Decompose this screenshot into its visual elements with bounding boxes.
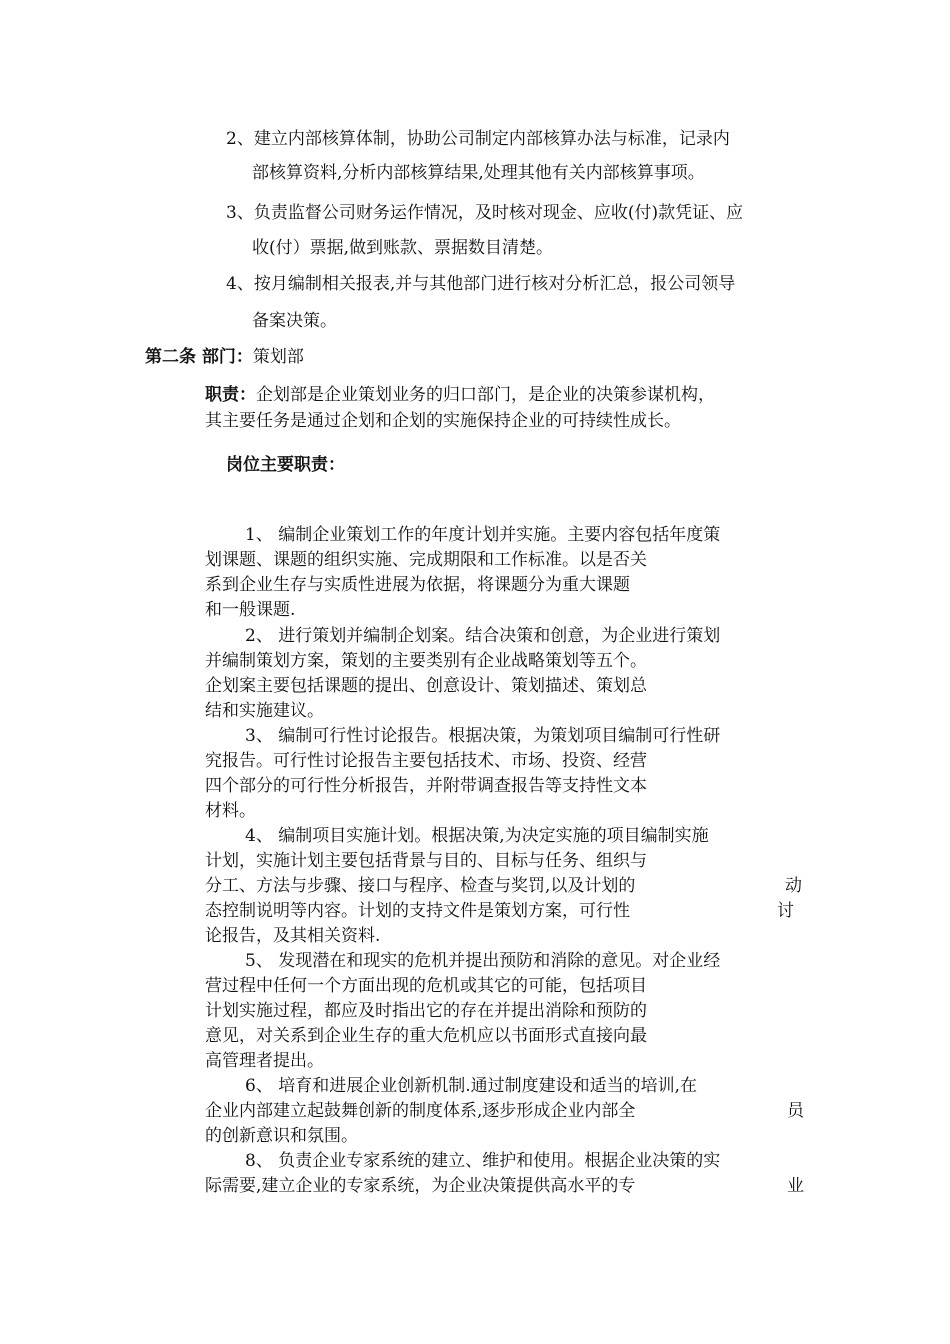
- intro-item-4-line2: 备案决策。: [252, 311, 337, 331]
- body-line: 计划实施过程，都应及时指出它的存在并提出消除和预防的: [205, 1001, 647, 1021]
- duty-label: 职责：: [205, 385, 256, 405]
- body-line: 高管理者提出。: [205, 1051, 324, 1071]
- body-line: 3、 编制可行性讨论报告。根据决策，为策划项目编制可行性研: [245, 726, 721, 746]
- right-fragment: 讨: [777, 901, 794, 921]
- body-line: 和一般课题.: [205, 600, 296, 620]
- body-line: 究报告。可行性讨论报告主要包括技术、市场、投资、经营: [205, 751, 647, 771]
- body-line: 结和实施建议。: [205, 701, 324, 721]
- body-line: 并编制策划方案，策划的主要类别有企业战略策划等五个。: [205, 651, 647, 671]
- body-line: 系到企业生存与实质性进展为依据，将课题分为重大课题: [205, 575, 630, 595]
- duty-line2: 其主要任务是通过企划和企划的实施保持企业的可持续性成长。: [205, 411, 681, 431]
- body-line: 论报告，及其相关资料.: [205, 926, 381, 946]
- body-line: 1、 编制企业策划工作的年度计划并实施。主要内容包括年度策: [245, 525, 721, 545]
- section-dept: 策划部: [252, 347, 304, 367]
- intro-item-4-line1: 4、按月编制相关报表,并与其他部门进行核对分析汇总，报公司领导: [226, 274, 736, 294]
- post-duties-title: 岗位主要职责：: [226, 455, 345, 475]
- duty-text-1: 企划部是企业策划业务的归口部门，是企业的决策参谋机构，: [256, 385, 715, 405]
- intro-item-2-line2: 部核算资料,分析内部核算结果,处理其他有关内部核算事项。: [252, 163, 705, 183]
- body-line: 企划案主要包括课题的提出、创意设计、策划描述、策划总: [205, 676, 647, 696]
- body-line: 四个部分的可行性分析报告，并附带调查报告等支持性文本: [205, 776, 647, 796]
- right-fragment: 业: [787, 1176, 804, 1196]
- body-line: 的创新意识和氛围。: [205, 1126, 358, 1146]
- body-line: 2、 进行策划并编制企划案。结合决策和创意，为企业进行策划: [245, 626, 721, 646]
- body-line: 5、 发现潜在和现实的危机并提出预防和消除的意见。对企业经: [245, 951, 721, 971]
- body-line: 意见，对关系到企业生存的重大危机应以书面形式直接向最: [205, 1026, 647, 1046]
- body-line: 划课题、课题的组织实施、完成期限和工作标准。以是否关: [205, 550, 647, 570]
- body-line: 际需要,建立企业的专家系统，为企业决策提供高水平的专: [205, 1176, 636, 1196]
- body-line: 6、 培育和进展企业创新机制.通过制度建设和适当的培训,在: [245, 1076, 698, 1096]
- right-fragment: 动: [785, 876, 802, 896]
- body-line: 企业内部建立起鼓舞创新的制度体系,逐步形成企业内部全: [205, 1101, 636, 1121]
- duty-line1: [205, 384, 715, 406]
- section-heading-label: 第二条 部门：: [145, 347, 253, 367]
- intro-item-2-line1: 2、建立内部核算体制，协助公司制定内部核算办法与标准，记录内: [226, 129, 730, 149]
- body-line: 态控制说明等内容。计划的支持文件是策划方案，可行性: [205, 901, 630, 921]
- body-line: 营过程中任何一个方面出现的危机或其它的可能，包括项目: [205, 976, 647, 996]
- body-line: 材料。: [205, 801, 256, 821]
- body-line: 计划，实施计划主要包括背景与目的、目标与任务、组织与: [205, 851, 647, 871]
- intro-item-3-line1: 3、负责监督公司财务运作情况，及时核对现金、应收(付)款凭证、应: [226, 203, 744, 223]
- right-fragment: 员: [787, 1101, 804, 1121]
- body-line: 分工、方法与步骤、接口与程序、检查与奖罚,以及计划的: [205, 876, 636, 896]
- body-line: 8、 负责企业专家系统的建立、维护和使用。根据企业决策的实: [245, 1151, 721, 1171]
- section-heading: [145, 346, 304, 368]
- body-line: 4、 编制项目实施计划。根据决策,为决定实施的项目编制实施: [245, 826, 709, 846]
- intro-item-3-line2: 收(付）票据,做到账款、票据数目清楚。: [252, 238, 554, 258]
